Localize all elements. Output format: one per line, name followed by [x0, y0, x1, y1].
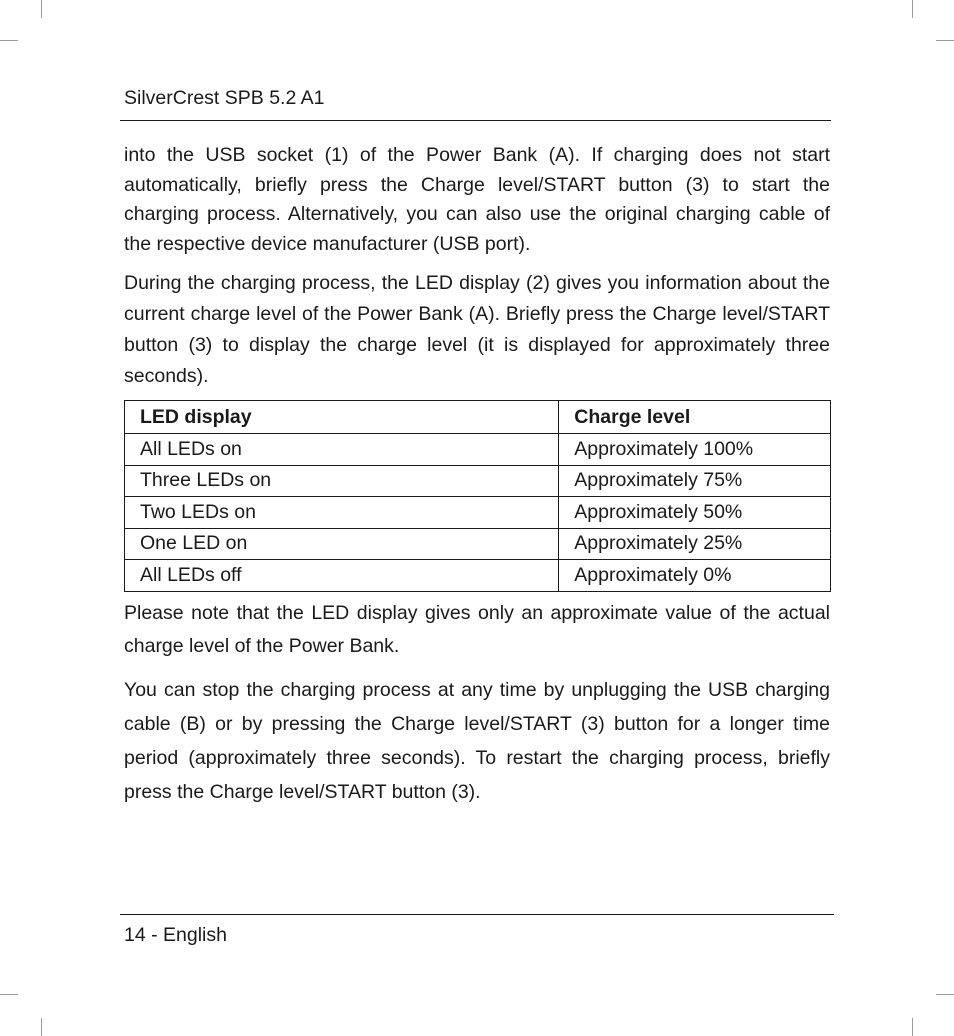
column-header-led-display: LED display	[125, 401, 559, 434]
crop-mark-bottom-left-h	[0, 994, 18, 995]
footer-rule	[120, 914, 834, 915]
paragraph-led-display-info: During the charging process, the LED display (2) gives you information about the current charge level of the Power Bank (A). Briefly press the Charge level/START button (3) to display the charge level (it is displayed for approximately three seconds).	[124, 272, 830, 387]
table-row	[125, 497, 831, 529]
paragraph-usb-charging: into the USB socket (1) of the Power Bank (A). If charging does not start automatically, briefly press the Charge level/START button (3) to start the charging process. Alternatively, you can also use the original charging cable of the respective device manufacturer (USB port).	[124, 144, 830, 256]
crop-mark-top-right-v	[912, 0, 913, 18]
crop-mark-bottom-left-v	[41, 1018, 42, 1036]
crop-mark-top-right-h	[936, 40, 954, 41]
page-number-label: 14 - English	[124, 924, 227, 946]
table-cell-led-display: All LEDs off	[125, 560, 559, 592]
table-cell-charge-level: Approximately 100%	[559, 434, 831, 466]
table-cell-charge-level: Approximately 0%	[559, 560, 831, 592]
crop-mark-bottom-right-h	[936, 994, 954, 995]
table-cell-led-display: One LED on	[125, 528, 559, 560]
table-cell-charge-level: Approximately 75%	[559, 465, 831, 497]
page-header-title: SilverCrest SPB 5.2 A1	[124, 87, 325, 109]
table-row	[125, 560, 831, 592]
led-charge-level-table	[124, 400, 831, 592]
header-rule	[120, 120, 831, 121]
table-cell-charge-level: Approximately 25%	[559, 528, 831, 560]
table-cell-led-display: All LEDs on	[125, 434, 559, 466]
table-row	[125, 528, 831, 560]
paragraph-approximate-note: Please note that the LED display gives only an approximate value of the actual charge level of the Power Bank.	[124, 602, 830, 657]
column-header-charge-level: Charge level	[559, 401, 831, 434]
table-header-row	[125, 401, 831, 434]
table-cell-led-display: Two LEDs on	[125, 497, 559, 529]
table-row	[125, 434, 831, 466]
table-cell-charge-level: Approximately 50%	[559, 497, 831, 529]
table-cell-led-display: Three LEDs on	[125, 465, 559, 497]
paragraph-stop-charging: You can stop the charging process at any time by unplugging the USB charging cable (B) or by pressing the Charge level/START (3) button for a longer time period (approximately three seconds). To restart the charging process, briefly press the Charge level/START button (3).	[124, 679, 830, 803]
crop-mark-top-left-h	[0, 40, 18, 41]
table-row	[125, 465, 831, 497]
crop-mark-bottom-right-v	[912, 1018, 913, 1036]
crop-mark-top-left-v	[41, 0, 42, 18]
